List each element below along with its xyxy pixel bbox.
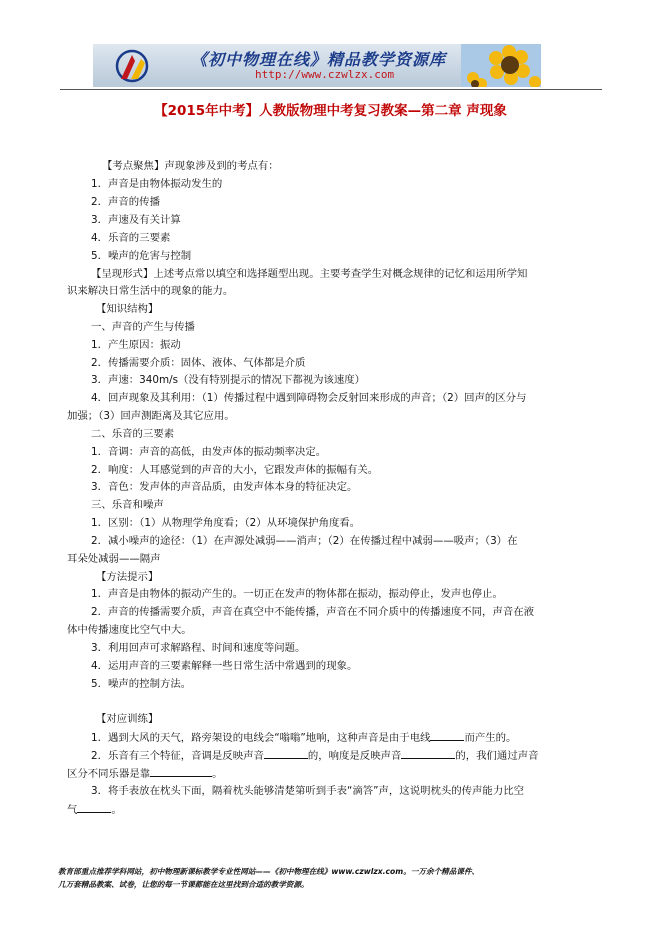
- q3-text-end: 。: [111, 804, 122, 816]
- text-line: 4．运用声音的三要素解释一些日常生活中常遇到的现象。: [91, 660, 358, 672]
- answer-blank: [150, 767, 212, 777]
- exercise-q2-cont: [67, 767, 223, 781]
- text-line: 二、乐音的三要素: [91, 428, 175, 440]
- exercise-q3: 3．将手表放在枕头下面，隔着枕头能够清楚第听到手表“滴答”声，这说明枕头的传声能力比空: [91, 785, 524, 797]
- exercise-q1: [91, 731, 516, 745]
- text-line: 【呈现形式】上述考点常以填空和选择题型出现。主要考查学生对概念规律的记忆和运用所学知: [91, 268, 528, 280]
- text-line: 2．响度：人耳感觉到的声音的大小，它跟发声体的振幅有关。: [91, 464, 379, 476]
- header-banner: [93, 44, 541, 87]
- banner-title: 《初中物理在线》精品教学资源库: [191, 50, 447, 69]
- text-line: 2．声音的传播: [91, 196, 160, 208]
- exercise-q2: [91, 749, 539, 763]
- text-line: 4．乐音的三要素: [91, 232, 171, 244]
- text-line: 加强；（3）回声测距离及其它应用。: [67, 410, 235, 422]
- exercise-q3-cont: [67, 803, 122, 817]
- q2-text: 2．乐音有三个特征，音调是反映声音: [91, 750, 264, 762]
- text-line: 2．减小噪声的途径：（1）在声源处减弱——消声；（2）在传播过程中减弱——吸声；（3）在: [91, 535, 518, 547]
- text-line: 1．声音是由物体的振动产生的。一切正在发声的物体都在振动，振动停止，发声也停止。: [91, 588, 503, 600]
- text-line: 识来解决日常生活中的现象的能力。: [67, 285, 234, 297]
- text-line: 3．音色：发声体的声音品质，由发声体本身的特征决定。: [91, 481, 358, 493]
- text-line: 一、声音的产生与传播: [91, 321, 195, 333]
- answer-blank: [77, 803, 111, 813]
- text-line: 5．噪声的危害与控制: [91, 250, 192, 262]
- text-line: 3．利用回声可求解路程、时间和速度等问题。: [91, 642, 306, 654]
- q2-text-mid2: 的，我们通过声音: [455, 750, 539, 762]
- text-line: 1．声音是由物体振动发生的: [91, 178, 223, 190]
- text-line: 5．噪声的控制方法。: [91, 678, 192, 690]
- text-line: 4．回声现象及其利用：（1）传播过程中遇到障碍物会反射回来形成的声音；（2）回声的区分与: [91, 392, 527, 404]
- header-rule: [60, 89, 602, 90]
- answer-blank: [264, 749, 308, 759]
- text-line: 三、乐音和噪声: [91, 499, 164, 511]
- answer-blank: [430, 731, 464, 741]
- q3-text-cont: 气: [67, 804, 78, 816]
- text-line: 1．产生原因：振动: [91, 339, 181, 351]
- text-line: 【考点聚焦】声现象涉及到的考点有：: [102, 160, 279, 172]
- text-line: 2．传播需要介质：固体、液体、气体都是介质: [91, 357, 306, 369]
- q2-text-end: 。: [212, 768, 223, 780]
- footer-line: 教育部重点推荐学科网站，初中物理新课标教学专业性网站——《初中物理在线》www.czwlzx.com。一万余个精品课件、: [58, 867, 480, 876]
- exercise-heading: 【对应训练】: [96, 713, 159, 725]
- q1-text-end: 而产生的。: [464, 732, 517, 744]
- q2-text-cont: 区分不同乐器是靠: [67, 768, 151, 780]
- text-line: 耳朵处减弱——隔声: [67, 553, 161, 565]
- sunflower-icon: [461, 44, 541, 87]
- site-logo-icon: [111, 49, 153, 83]
- text-line: 【知识结构】: [96, 303, 159, 315]
- text-line: 【方法提示】: [96, 571, 159, 583]
- document-title: 【2015年中考】人教版物理中考复习教案—第二章 声现象: [154, 103, 507, 119]
- footer-line: 几万套精品教案、试卷，让您的每一节课都能在这里找到合适的教学资源。: [58, 880, 309, 889]
- q2-text-mid: 的，响度是反映声音: [307, 750, 402, 762]
- text-line: 体中传播速度比空气中大。: [67, 624, 192, 636]
- answer-blank: [401, 749, 455, 759]
- text-line: 2．声音的传播需要介质，声音在真空中不能传播，声音在不同介质中的传播速度不同，声音在液: [91, 606, 535, 618]
- text-line: 3．声速及有关计算: [91, 214, 181, 226]
- text-line: 1．音调：声音的高低，由发声体的振动频率决定。: [91, 446, 327, 458]
- banner-url: http://www.czwlzx.com: [255, 68, 395, 81]
- text-line: 3．声速：340m/s（没有特别提示的情况下都视为该速度）: [91, 374, 366, 386]
- text-line: 1．区别：（1）从物理学角度看；（2）从环境保护角度看。: [91, 517, 361, 529]
- q1-text: 1．遇到大风的天气，路旁架设的电线会“嗡嗡”地响，这种声音是由于电线: [91, 732, 431, 744]
